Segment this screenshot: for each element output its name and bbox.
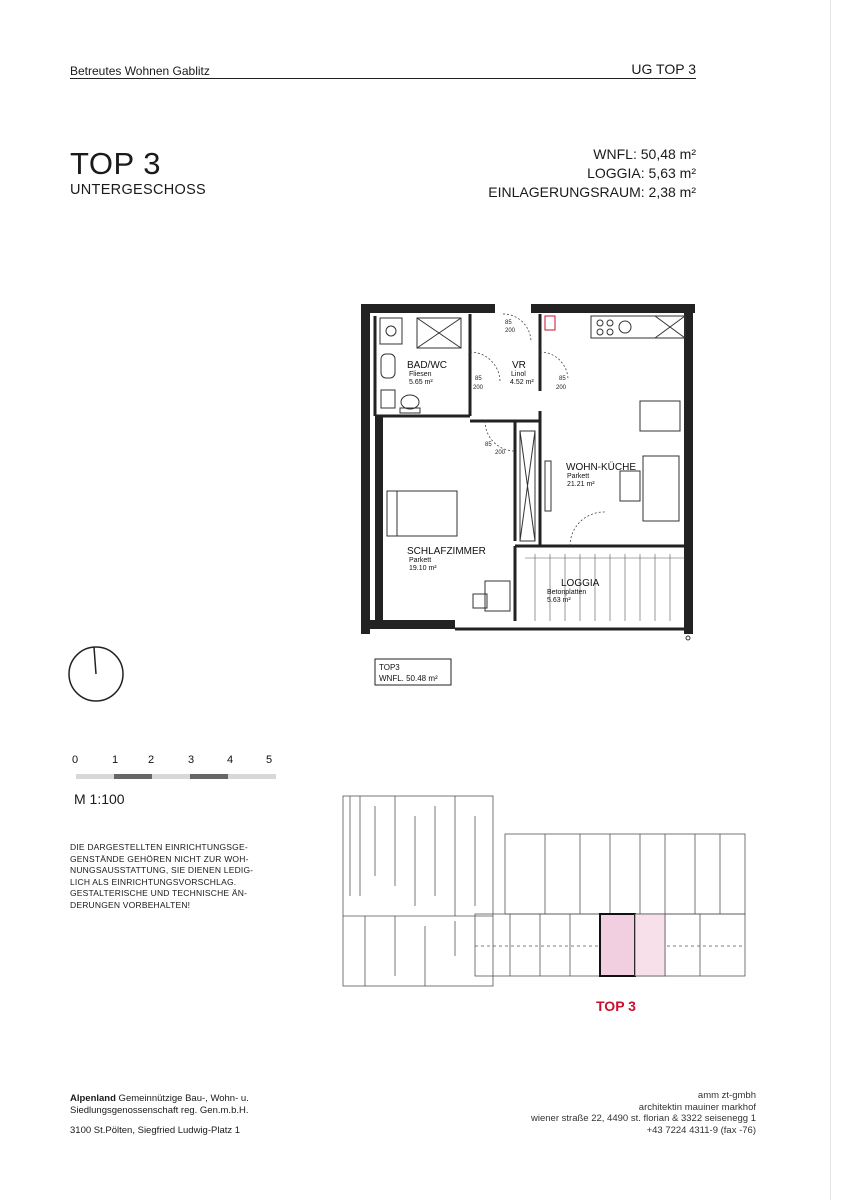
room-living-name: WOHN-KÜCHE bbox=[566, 462, 636, 473]
floor-label: UNTERGESCHOSS bbox=[70, 182, 207, 198]
scale-tick-5: 5 bbox=[266, 754, 273, 766]
scale-label: M 1:100 bbox=[74, 791, 125, 807]
svg-text:200: 200 bbox=[556, 385, 567, 391]
svg-text:200: 200 bbox=[505, 328, 516, 334]
area-summary bbox=[420, 145, 696, 202]
room-bath-floor: Fliesen bbox=[409, 371, 432, 378]
svg-text:TOP3: TOP3 bbox=[379, 663, 400, 672]
room-loggia-area: 5.63 m² bbox=[547, 597, 571, 604]
unit-title: TOP 3 bbox=[70, 146, 161, 181]
footer-developer: Alpenland Gemeinnützige Bau-, Wohn- u. Siedlungsgenossenschaft reg. Gen.m.b.H. 3100 St.Pölten, Siegfried Ludwig-Platz 1 bbox=[70, 1093, 249, 1136]
key-plan-highlight bbox=[600, 914, 635, 976]
room-loggia-name: LOGGIA bbox=[561, 578, 600, 589]
room-loggia-floor: Betonplatten bbox=[547, 589, 587, 596]
key-plan bbox=[335, 786, 755, 996]
scale-tick-1: 1 bbox=[112, 754, 119, 766]
room-vr-area: 4.52 m² bbox=[510, 379, 534, 386]
scale-tick-0: 0 bbox=[72, 754, 79, 766]
svg-text:85: 85 bbox=[559, 376, 566, 382]
area-row-wnfl: WNFL: 50,48 m² bbox=[593, 146, 696, 162]
kitchen-fixtures bbox=[545, 316, 685, 521]
room-bath-name: BAD/WC bbox=[407, 360, 447, 371]
north-arrow-icon bbox=[68, 643, 130, 705]
area-stamp bbox=[375, 659, 451, 685]
area-row-storage: EINLAGERUNGSRAUM: 2,38 m² bbox=[488, 184, 696, 200]
room-bedroom-floor: Parkett bbox=[409, 557, 432, 564]
room-living-area: 21.21 m² bbox=[567, 481, 595, 488]
svg-text:85: 85 bbox=[485, 442, 492, 448]
key-plan-label: TOP 3 bbox=[596, 998, 636, 1014]
scale-tick-2: 2 bbox=[148, 754, 155, 766]
header-rule bbox=[70, 78, 696, 79]
loggia-pattern bbox=[525, 554, 685, 621]
disclaimer: DIE DARGESTELLTEN EINRICHTUNGSGE- GENSTÄNDE GEHÖREN NICHT ZUR WOH- NUNGSAUSSTATTUNG, SIE DIENEN LEDIG- LICH ALS EINRICHTUNGSVORSCHLAG. GESTALTERISCHE UND TECHNISCHE ÄN- DERUNGEN VORBEHALTEN! bbox=[70, 842, 254, 910]
scale-tick-4: 4 bbox=[227, 754, 234, 766]
scale-bar bbox=[66, 748, 286, 788]
outer-walls bbox=[361, 304, 695, 634]
svg-text:200: 200 bbox=[473, 385, 484, 391]
project-name: Betreutes Wohnen Gablitz bbox=[70, 64, 210, 78]
room-bedroom-area: 19.10 m² bbox=[409, 565, 437, 572]
room-vr-floor: Linol bbox=[511, 371, 526, 378]
svg-text:200: 200 bbox=[495, 450, 506, 456]
svg-text:85: 85 bbox=[475, 376, 482, 382]
area-row-loggia: LOGGIA: 5,63 m² bbox=[587, 165, 696, 181]
bedroom-furniture bbox=[387, 431, 535, 611]
room-bath-area: 5.65 m² bbox=[409, 379, 433, 386]
room-vr-name: VR bbox=[512, 360, 526, 371]
room-bedroom-name: SCHLAFZIMMER bbox=[407, 546, 486, 557]
svg-text:85: 85 bbox=[505, 320, 512, 326]
footer-architect: amm zt-gmbh architektin mauiner markhof wiener straße 22, 4490 st. florian & 3322 seisenegg 1 +43 7224 4311-9 (fax -76) bbox=[531, 1090, 756, 1136]
door-swings bbox=[470, 314, 605, 546]
room-labels bbox=[407, 360, 636, 604]
scale-tick-3: 3 bbox=[188, 754, 195, 766]
floor-plan bbox=[355, 296, 705, 696]
svg-text:WNFL. 50.48 m²: WNFL. 50.48 m² bbox=[379, 674, 438, 683]
unit-code: UG TOP 3 bbox=[631, 61, 696, 77]
room-living-floor: Parkett bbox=[567, 473, 590, 480]
page-edge bbox=[830, 0, 831, 1200]
